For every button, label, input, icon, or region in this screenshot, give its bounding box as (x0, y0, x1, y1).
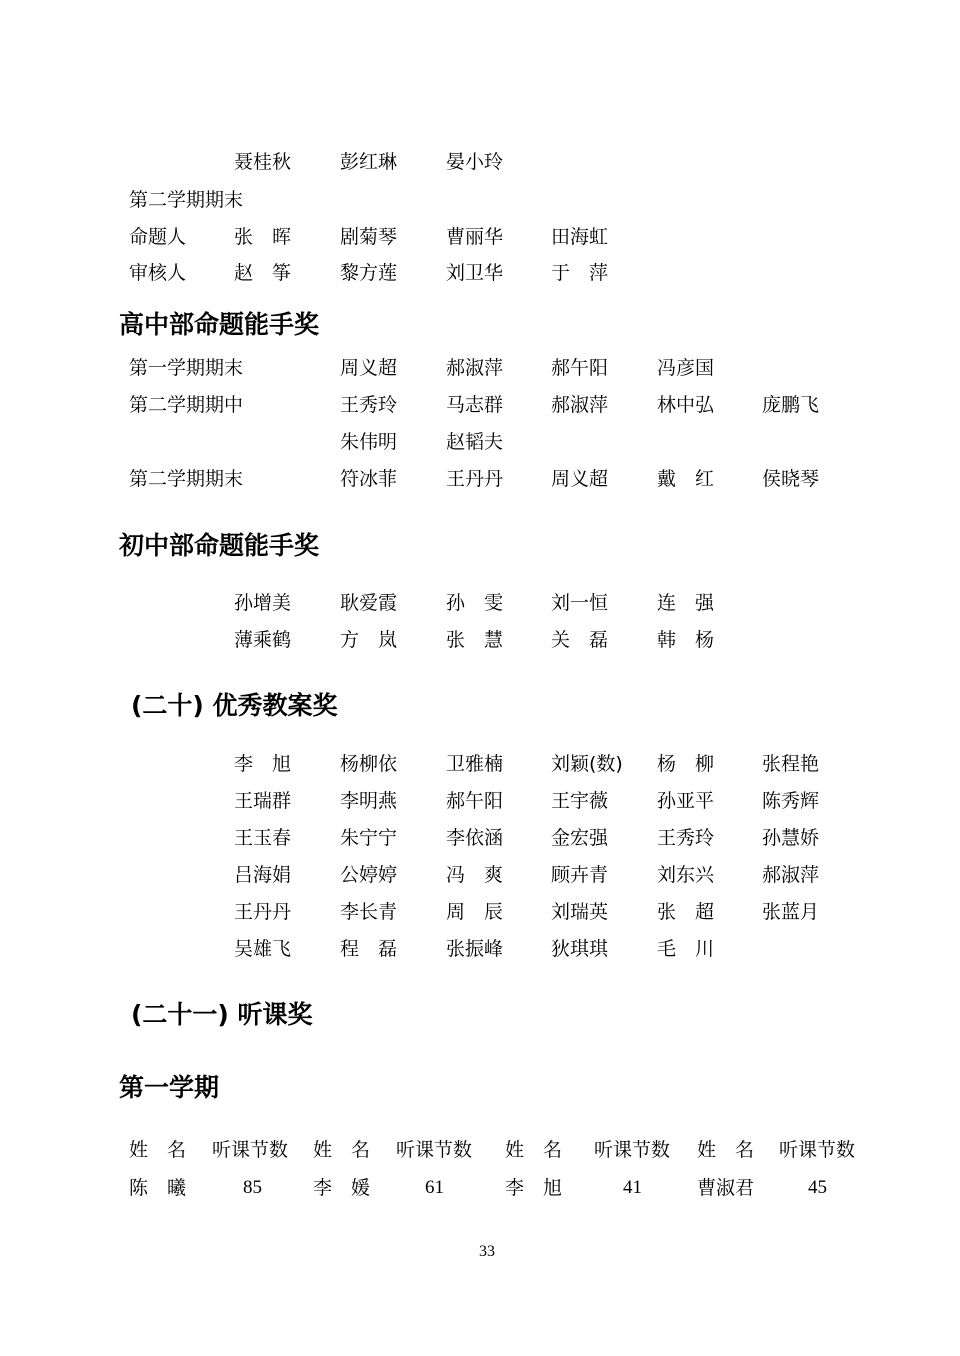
term-heading: 第一学期 (119, 1073, 220, 1102)
award-name: 公婷婷 (340, 864, 398, 886)
award-name: 晏小玲 (446, 151, 504, 173)
award-name: 吕海娟 (234, 864, 292, 886)
section-heading: 高中部命题能手奖 (119, 310, 320, 339)
role-label: 审核人 (129, 262, 187, 284)
award-name: 朱宁宁 (340, 827, 398, 849)
award-name: 聂桂秋 (234, 151, 292, 173)
award-name: 郝淑萍 (551, 394, 609, 416)
award-name: 林中弘 (657, 394, 715, 416)
table-header-count: 听课节数 (212, 1139, 289, 1161)
term-label: 第二学期期末 (129, 189, 244, 211)
award-name: 张 慧 (446, 629, 504, 651)
award-name: 连 强 (657, 592, 715, 614)
award-name: 孙 雯 (446, 592, 504, 614)
award-name: 李 旭 (234, 753, 292, 775)
award-name: 张蓝月 (762, 901, 820, 923)
award-name: 关 磊 (551, 629, 609, 651)
table-cell-name: 李 媛 (313, 1177, 371, 1199)
award-name: 曹丽华 (446, 226, 504, 248)
table-header-name: 姓 名 (697, 1139, 755, 1161)
award-name: 张振峰 (446, 938, 504, 960)
award-name: 程 磊 (340, 938, 398, 960)
award-name: 方 岚 (340, 629, 398, 651)
award-name: 于 萍 (551, 262, 609, 284)
award-name: 顾卉青 (551, 864, 609, 886)
table-header-count: 听课节数 (396, 1139, 473, 1161)
table-header-name: 姓 名 (313, 1139, 371, 1161)
section-heading: 初中部命题能手奖 (119, 531, 320, 560)
award-name: 杨 柳 (657, 753, 715, 775)
term-label: 第二学期期末 (129, 468, 244, 490)
table-cell-name: 李 旭 (505, 1177, 563, 1199)
award-name: 周义超 (551, 468, 609, 490)
award-name: 王丹丹 (234, 901, 292, 923)
award-name: 郝淑萍 (446, 357, 504, 379)
table-header-count: 听课节数 (594, 1139, 671, 1161)
award-name: 吴雄飞 (234, 938, 292, 960)
award-name: 田海虹 (551, 226, 609, 248)
table-cell-count: 85 (243, 1177, 262, 1198)
table-header-name: 姓 名 (505, 1139, 563, 1161)
award-name: 周义超 (340, 357, 398, 379)
award-name: 彭红琳 (340, 151, 398, 173)
award-name: 薄乘鹤 (234, 629, 292, 651)
award-name: 剧菊琴 (340, 226, 398, 248)
award-name: 张 晖 (234, 226, 292, 248)
award-name: 王宇薇 (551, 790, 609, 812)
award-name: 刘东兴 (657, 864, 715, 886)
award-name: 冯 爽 (446, 864, 504, 886)
award-name: 王丹丹 (446, 468, 504, 490)
section-heading: (二十一) 听课奖 (131, 1000, 313, 1029)
page-number: 33 (479, 1243, 495, 1260)
award-name: 卫雅楠 (446, 753, 504, 775)
award-name: 刘卫华 (446, 262, 504, 284)
award-name: 王瑞群 (234, 790, 292, 812)
term-label: 第一学期期末 (129, 357, 244, 379)
table-cell-name: 陈 曦 (129, 1177, 187, 1199)
section-heading: (二十) 优秀教案奖 (131, 691, 338, 720)
award-name: 毛 川 (657, 938, 715, 960)
table-header-name: 姓 名 (129, 1139, 187, 1161)
award-name: 赵韬夫 (446, 431, 504, 453)
award-name: 狄琪琪 (551, 938, 609, 960)
table-cell-count: 41 (623, 1177, 642, 1198)
award-name: 陈秀辉 (762, 790, 820, 812)
award-name: 李长青 (340, 901, 398, 923)
table-header-count: 听课节数 (779, 1139, 856, 1161)
award-name: 孙慧娇 (762, 827, 820, 849)
award-name: 朱伟明 (340, 431, 398, 453)
award-name: 王秀玲 (340, 394, 398, 416)
award-name: 郝午阳 (446, 790, 504, 812)
award-name: 赵 筝 (234, 262, 292, 284)
award-name: 周 辰 (446, 901, 504, 923)
term-label: 第二学期期中 (129, 394, 244, 416)
award-name: 王玉春 (234, 827, 292, 849)
table-cell-count: 61 (425, 1177, 444, 1198)
role-label: 命题人 (129, 226, 187, 248)
award-name: 戴 红 (657, 468, 715, 490)
award-name: 黎方莲 (340, 262, 398, 284)
award-name: 孙亚平 (657, 790, 715, 812)
award-name: 王秀玲 (657, 827, 715, 849)
award-name: 刘颖(数) (551, 753, 623, 775)
table-cell-count: 45 (808, 1177, 827, 1198)
award-name: 侯晓琴 (762, 468, 820, 490)
award-name: 郝淑萍 (762, 864, 820, 886)
award-name: 刘一恒 (551, 592, 609, 614)
award-name: 李依涵 (446, 827, 504, 849)
award-name: 刘瑞英 (551, 901, 609, 923)
award-name: 孙增美 (234, 592, 292, 614)
award-name: 马志群 (446, 394, 504, 416)
award-name: 符冰菲 (340, 468, 398, 490)
award-name: 张程艳 (762, 753, 820, 775)
award-name: 冯彦国 (657, 357, 715, 379)
award-name: 郝午阳 (551, 357, 609, 379)
award-name: 金宏强 (551, 827, 609, 849)
award-name: 杨柳依 (340, 753, 398, 775)
award-name: 李明燕 (340, 790, 398, 812)
award-name: 张 超 (657, 901, 715, 923)
award-name: 耿爱霞 (340, 592, 398, 614)
award-name: 庞鹏飞 (762, 394, 820, 416)
award-name: 韩 杨 (657, 629, 715, 651)
table-cell-name: 曹淑君 (697, 1177, 755, 1199)
